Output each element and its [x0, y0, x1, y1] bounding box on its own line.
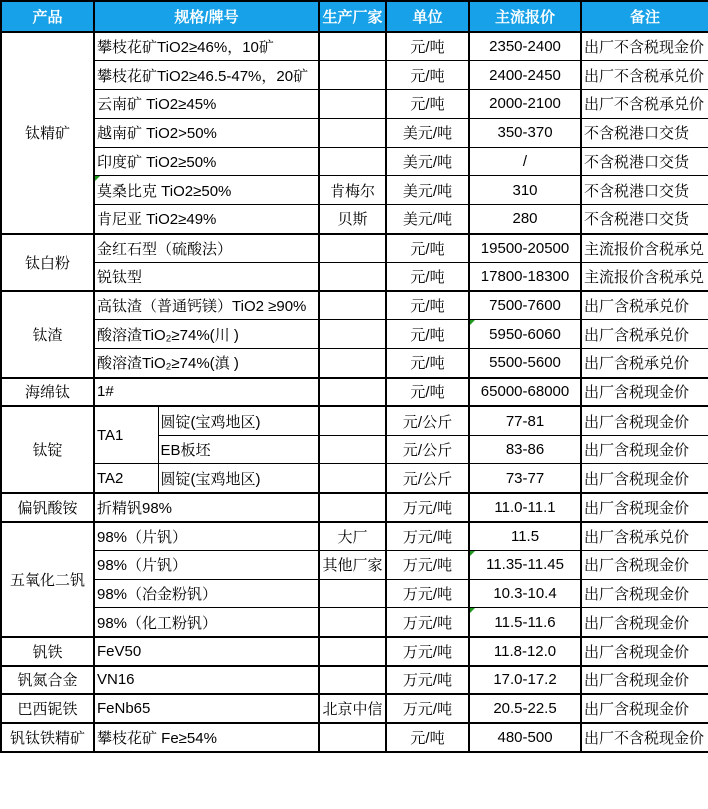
header-spec[interactable]: 规格/牌号 [94, 1, 319, 32]
cell-manufacturer[interactable]: 北京中信 [319, 694, 386, 723]
table-row [1, 666, 708, 695]
cell-manufacturer[interactable] [319, 61, 386, 90]
cell-price[interactable]: 11.0-11.1 [469, 493, 581, 522]
cell-note[interactable]: 出厂含税现金价 [581, 493, 708, 522]
cell-product[interactable]: 钛渣 [1, 291, 94, 377]
cell-price[interactable]: 7500-7600 [469, 291, 581, 320]
cell-manufacturer[interactable] [319, 723, 386, 752]
cell-spec[interactable]: 攀枝花矿 Fe≥54% [94, 723, 319, 752]
cell-note[interactable]: 出厂含税承兑价 [581, 522, 708, 551]
cell-note[interactable]: 出厂含税现金价 [581, 608, 708, 637]
header-price[interactable]: 主流报价 [469, 1, 581, 32]
cell-unit[interactable]: 元/吨 [386, 262, 469, 291]
comment-marker-icon [95, 176, 100, 181]
cell-manufacturer[interactable] [319, 464, 386, 493]
cell-unit[interactable]: 元/吨 [386, 320, 469, 349]
cell-manufacturer[interactable] [319, 637, 386, 666]
cell-spec[interactable]: 圆锭(宝鸡地区) [158, 406, 319, 435]
cell-unit[interactable]: 万元/吨 [386, 579, 469, 608]
cell-spec[interactable]: 98%（冶金粉钒） [94, 579, 319, 608]
cell-unit[interactable]: 元/公斤 [386, 464, 469, 493]
cell-unit[interactable]: 万元/吨 [386, 522, 469, 551]
table-row [1, 262, 708, 291]
cell-spec[interactable]: 高钛渣（普通钙镁）TiO2 ≥90% [94, 291, 319, 320]
header-product[interactable]: 产品 [1, 1, 94, 32]
table-row [1, 550, 708, 579]
cell-note[interactable]: 出厂含税现金价 [581, 694, 708, 723]
table-row [1, 320, 708, 349]
cell-spec[interactable]: EB板坯 [158, 435, 319, 464]
cell-product[interactable]: 海绵钛 [1, 378, 94, 407]
cell-price[interactable]: 5950-6060 [469, 320, 581, 349]
cell-price[interactable]: 65000-68000 [469, 378, 581, 407]
cell-manufacturer[interactable] [319, 262, 386, 291]
cell-spec[interactable]: FeV50 [94, 637, 319, 666]
cell-price[interactable]: 17.0-17.2 [469, 666, 581, 695]
cell-note[interactable]: 出厂不含税现金价 [581, 723, 708, 752]
table-row [1, 493, 708, 522]
cell-unit[interactable]: 美元/吨 [386, 147, 469, 176]
cell-manufacturer[interactable] [319, 32, 386, 61]
cell-note[interactable]: 出厂含税现金价 [581, 550, 708, 579]
cell-manufacturer[interactable] [319, 579, 386, 608]
cell-unit[interactable]: 元/吨 [386, 349, 469, 378]
cell-note[interactable]: 出厂不含税现金价 [581, 32, 708, 61]
cell-note[interactable]: 出厂含税承兑价 [581, 349, 708, 378]
table-row [1, 378, 708, 407]
table-row [1, 147, 708, 176]
cell-note[interactable]: 出厂含税现金价 [581, 406, 708, 435]
cell-unit[interactable]: 万元/吨 [386, 637, 469, 666]
cell-price[interactable]: 11.5-11.6 [469, 608, 581, 637]
cell-price[interactable]: 310 [469, 176, 581, 205]
cell-product[interactable]: 钛锭 [1, 406, 94, 492]
table-row [1, 464, 708, 493]
cell-manufacturer[interactable] [319, 349, 386, 378]
cell-price[interactable]: 350-370 [469, 118, 581, 147]
table-row [1, 694, 708, 723]
cell-note[interactable]: 不含税港口交货 [581, 205, 708, 234]
cell-spec[interactable]: 酸溶渣TiO₂≥74%(川 ) [94, 320, 319, 349]
cell-unit[interactable]: 万元/吨 [386, 666, 469, 695]
table-row [1, 118, 708, 147]
cell-spec[interactable]: 肯尼亚 TiO2≥49% [94, 205, 319, 234]
cell-note[interactable]: 主流报价含税承兑 [581, 234, 708, 263]
cell-spec[interactable]: 锐钛型 [94, 262, 319, 291]
cell-note[interactable]: 不含税港口交货 [581, 118, 708, 147]
cell-note[interactable]: 出厂含税现金价 [581, 435, 708, 464]
table-header-row [1, 1, 708, 32]
cell-manufacturer[interactable] [319, 666, 386, 695]
cell-price[interactable]: 480-500 [469, 723, 581, 752]
cell-unit[interactable]: 万元/吨 [386, 550, 469, 579]
cell-spec[interactable]: 98%（化工粉钒） [94, 608, 319, 637]
cell-price[interactable]: 83-86 [469, 435, 581, 464]
table-row [1, 723, 708, 752]
cell-spec[interactable]: 印度矿 TiO2≥50% [94, 147, 319, 176]
cell-spec[interactable]: 攀枝花矿TiO2≥46%，10矿 [94, 32, 319, 61]
cell-manufacturer[interactable] [319, 378, 386, 407]
table-row [1, 205, 708, 234]
cell-note[interactable]: 不含税港口交货 [581, 176, 708, 205]
cell-manufacturer[interactable] [319, 406, 386, 435]
cell-spec[interactable]: VN16 [94, 666, 319, 695]
cell-price[interactable]: 11.5 [469, 522, 581, 551]
cell-manufacturer[interactable] [319, 234, 386, 263]
header-note[interactable]: 备注 [581, 1, 708, 32]
cell-unit[interactable]: 美元/吨 [386, 118, 469, 147]
cell-manufacturer[interactable] [319, 320, 386, 349]
cell-price[interactable]: 77-81 [469, 406, 581, 435]
cell-unit[interactable]: 元/吨 [386, 32, 469, 61]
cell-spec[interactable]: 圆锭(宝鸡地区) [158, 464, 319, 493]
cell-unit[interactable]: 美元/吨 [386, 205, 469, 234]
cell-note[interactable]: 主流报价含税承兑 [581, 262, 708, 291]
table-row [1, 637, 708, 666]
cell-note[interactable]: 出厂含税现金价 [581, 378, 708, 407]
cell-spec[interactable]: 莫桑比克 TiO2≥50% [94, 176, 319, 205]
table-row [1, 608, 708, 637]
table-row [1, 291, 708, 320]
cell-grade[interactable]: TA1 [94, 406, 158, 464]
cell-price[interactable]: 20.5-22.5 [469, 694, 581, 723]
cell-spec[interactable]: 98%（片钒） [94, 522, 319, 551]
cell-spec[interactable]: 云南矿 TiO2≥45% [94, 90, 319, 119]
cell-price[interactable]: 10.3-10.4 [469, 579, 581, 608]
cell-unit[interactable]: 万元/吨 [386, 493, 469, 522]
comment-marker-icon [470, 608, 475, 613]
table-row [1, 406, 708, 435]
cell-price[interactable]: 280 [469, 205, 581, 234]
cell-manufacturer[interactable]: 其他厂家 [319, 550, 386, 579]
cell-note[interactable]: 出厂含税现金价 [581, 579, 708, 608]
cell-note[interactable]: 出厂含税现金价 [581, 637, 708, 666]
cell-product[interactable]: 偏钒酸铵 [1, 493, 94, 522]
cell-note[interactable]: 出厂含税承兑价 [581, 291, 708, 320]
cell-unit[interactable]: 元/公斤 [386, 435, 469, 464]
cell-price[interactable]: 2000-2100 [469, 90, 581, 119]
table-row [1, 176, 708, 205]
cell-price[interactable]: 17800-18300 [469, 262, 581, 291]
cell-spec[interactable]: 越南矿 TiO2>50% [94, 118, 319, 147]
cell-price[interactable]: 73-77 [469, 464, 581, 493]
cell-note[interactable]: 不含税港口交货 [581, 147, 708, 176]
header-manufacturer[interactable]: 生产厂家 [319, 1, 386, 32]
cell-manufacturer[interactable]: 贝斯 [319, 205, 386, 234]
cell-product[interactable]: 钛精矿 [1, 32, 94, 234]
cell-spec[interactable]: 酸溶渣TiO₂≥74%(滇 ) [94, 349, 319, 378]
cell-note[interactable]: 出厂含税现金价 [581, 464, 708, 493]
cell-unit[interactable]: 元/吨 [386, 291, 469, 320]
cell-spec[interactable]: 金红石型（硫酸法） [94, 234, 319, 263]
cell-note[interactable]: 出厂含税现金价 [581, 666, 708, 695]
cell-spec[interactable]: FeNb65 [94, 694, 319, 723]
cell-manufacturer[interactable] [319, 147, 386, 176]
cell-manufacturer[interactable] [319, 118, 386, 147]
cell-unit[interactable]: 万元/吨 [386, 608, 469, 637]
cell-unit[interactable]: 元/吨 [386, 378, 469, 407]
cell-manufacturer[interactable] [319, 493, 386, 522]
cell-note[interactable]: 出厂不含税承兑价 [581, 90, 708, 119]
cell-grade[interactable]: TA2 [94, 464, 158, 493]
cell-price[interactable]: 11.35-11.45 [469, 550, 581, 579]
cell-price[interactable]: 11.8-12.0 [469, 637, 581, 666]
cell-product[interactable]: 钒钛铁精矿 [1, 723, 94, 752]
cell-product[interactable]: 钒氮合金 [1, 666, 94, 695]
table-row [1, 32, 708, 61]
cell-product[interactable]: 五氧化二钒 [1, 522, 94, 637]
cell-unit[interactable]: 万元/吨 [386, 694, 469, 723]
cell-product[interactable]: 钒铁 [1, 637, 94, 666]
cell-manufacturer[interactable] [319, 608, 386, 637]
cell-spec[interactable]: 98%（片钒） [94, 550, 319, 579]
table-row [1, 234, 708, 263]
table-row [1, 349, 708, 378]
cell-note[interactable]: 出厂不含税承兑价 [581, 61, 708, 90]
cell-price[interactable]: 2350-2400 [469, 32, 581, 61]
cell-unit[interactable]: 元/公斤 [386, 406, 469, 435]
table-row [1, 579, 708, 608]
cell-price[interactable]: 2400-2450 [469, 61, 581, 90]
cell-product[interactable]: 钛白粉 [1, 234, 94, 292]
cell-product[interactable]: 巴西铌铁 [1, 694, 94, 723]
cell-manufacturer[interactable] [319, 90, 386, 119]
cell-unit[interactable]: 元/吨 [386, 234, 469, 263]
table-body [1, 32, 708, 752]
cell-unit[interactable]: 美元/吨 [386, 176, 469, 205]
cell-price[interactable]: / [469, 147, 581, 176]
cell-price[interactable]: 5500-5600 [469, 349, 581, 378]
cell-spec[interactable]: 折精钒98% [94, 493, 319, 522]
table-row [1, 522, 708, 551]
cell-unit[interactable]: 元/吨 [386, 723, 469, 752]
cell-price[interactable]: 19500-20500 [469, 234, 581, 263]
cell-spec[interactable]: 攀枝花矿TiO2≥46.5-47%，20矿 [94, 61, 319, 90]
cell-manufacturer[interactable]: 肯梅尔 [319, 176, 386, 205]
cell-manufacturer[interactable]: 大厂 [319, 522, 386, 551]
cell-manufacturer[interactable] [319, 291, 386, 320]
header-unit[interactable]: 单位 [386, 1, 469, 32]
table-row [1, 61, 708, 90]
cell-unit[interactable]: 元/吨 [386, 90, 469, 119]
cell-manufacturer[interactable] [319, 435, 386, 464]
cell-unit[interactable]: 元/吨 [386, 61, 469, 90]
comment-marker-icon [470, 551, 475, 556]
cell-spec[interactable]: 1# [94, 378, 319, 407]
cell-note[interactable]: 出厂含税承兑价 [581, 320, 708, 349]
comment-marker-icon [470, 320, 475, 325]
table-row [1, 90, 708, 119]
